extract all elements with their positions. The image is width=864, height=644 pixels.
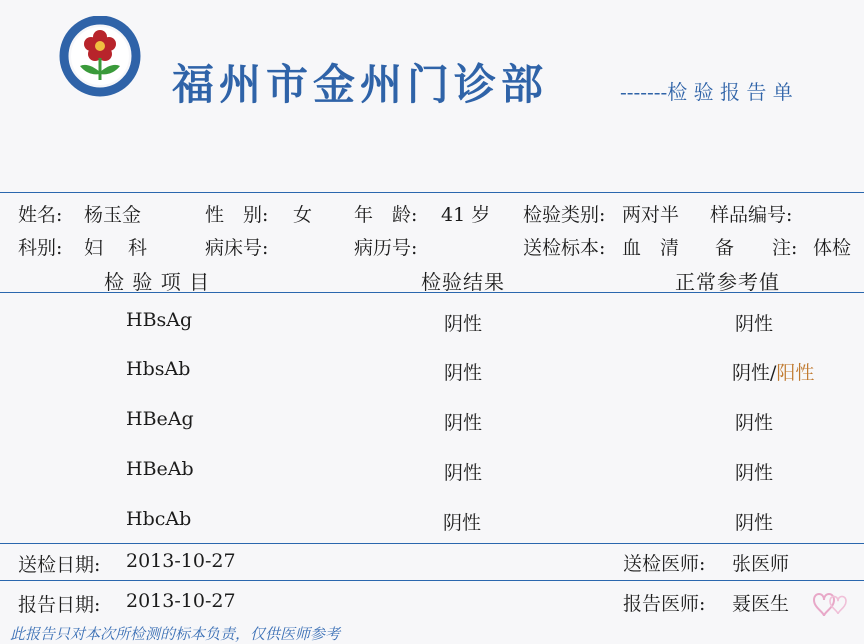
- report-date: 2013-10-27: [126, 590, 236, 612]
- send-doctor-label: 送检医师:: [623, 553, 706, 575]
- table-row-result: 阴性: [444, 462, 483, 484]
- sex-label: 性 别:: [205, 204, 269, 226]
- report-doctor-label: 报告医师:: [623, 593, 706, 615]
- rule-dates: [0, 580, 864, 581]
- reference-positive: 阳性: [776, 362, 815, 384]
- report-date-label: 报告日期:: [18, 594, 101, 616]
- rule-top: [0, 192, 864, 193]
- table-row-result: 阴性: [443, 512, 482, 534]
- header-test-item: 检 验 项 目: [104, 270, 211, 294]
- table-row-item: HBsAg: [126, 309, 193, 331]
- table-row-reference: 阴性: [735, 412, 774, 434]
- table-row-result: 阴性: [444, 362, 483, 384]
- patient-age: 41 岁: [441, 204, 491, 226]
- category-label: 检验类别:: [523, 204, 606, 226]
- decorative-heart-icon: [808, 586, 856, 622]
- specimen-label: 送检标本:: [523, 237, 606, 259]
- table-row-reference: [732, 358, 814, 385]
- table-row-reference: 阴性: [735, 313, 774, 335]
- patient-name: 杨玉金: [84, 204, 142, 226]
- table-row-item: HbsAb: [126, 358, 191, 380]
- header-test-result: 检验结果: [421, 270, 505, 294]
- record-number-label: 病历号:: [354, 237, 418, 259]
- header-reference: 正常参考值: [675, 270, 780, 294]
- bed-number-label: 病床号:: [205, 237, 269, 259]
- table-row-item: HbcAb: [126, 508, 192, 530]
- dept-label: 科别:: [18, 237, 63, 259]
- table-row-item: HBeAg: [126, 408, 194, 430]
- send-date-label: 送检日期:: [18, 554, 101, 576]
- note-value: 体检: [813, 237, 852, 259]
- note-label: 备 注:: [715, 237, 798, 259]
- table-row-reference: 阴性: [735, 512, 774, 534]
- name-label: 姓名:: [18, 204, 63, 226]
- department: 妇 科: [84, 237, 148, 259]
- rule-table-bottom: [0, 543, 864, 544]
- table-row-item: HBeAb: [126, 458, 194, 480]
- report-doctor: 聂医生: [732, 593, 790, 615]
- report-subtitle: -------检 验 报 告 单: [620, 80, 793, 104]
- clinic-title: 福州市金州门诊部: [172, 60, 549, 109]
- reference-negative: 阴性/: [732, 362, 777, 384]
- age-label: 年 龄:: [354, 204, 418, 226]
- send-date: 2013-10-27: [126, 550, 236, 572]
- table-row-result: 阴性: [444, 313, 483, 335]
- footer-disclaimer: 此报告只对本次所检测的标本负责，仅供医师参考: [10, 625, 341, 643]
- table-row-result: 阴性: [444, 412, 483, 434]
- patient-sex: 女: [293, 204, 313, 226]
- test-category: 两对半: [622, 204, 680, 226]
- sample-number-label: 样品编号:: [710, 204, 793, 226]
- table-row-reference: 阴性: [735, 462, 774, 484]
- clinic-logo-icon: [54, 16, 148, 102]
- specimen-type: 血 清: [622, 237, 680, 259]
- send-doctor: 张医师: [732, 553, 790, 575]
